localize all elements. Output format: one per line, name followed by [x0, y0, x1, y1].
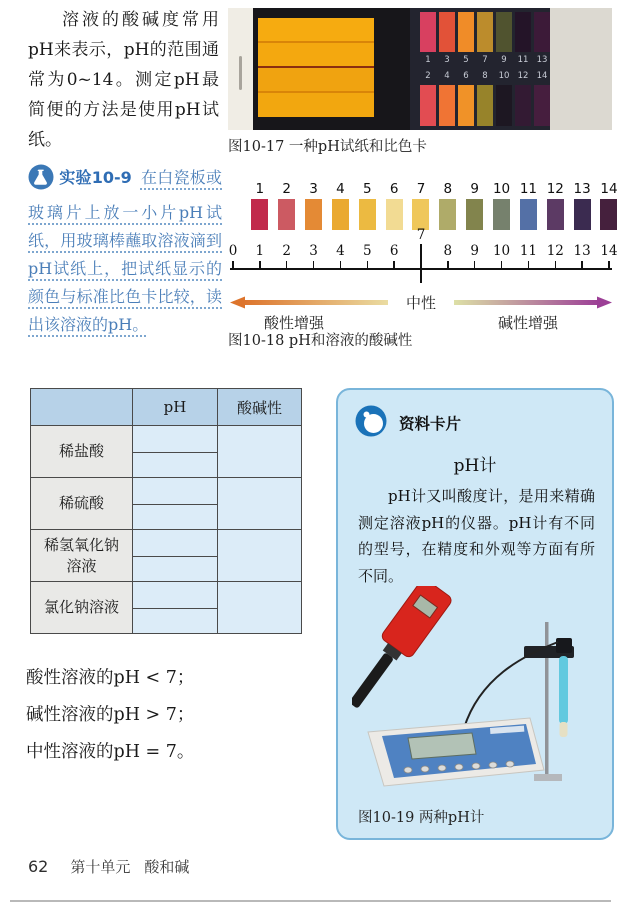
page-number: 62: [28, 857, 49, 876]
axis-tick-mark: [608, 261, 610, 269]
ph-scale-swatch: [251, 199, 268, 230]
ph-scale-diagram: [228, 181, 618, 333]
base-direction-label: 碱性增强: [498, 314, 559, 332]
color-card-column: [420, 8, 436, 130]
ph-meters-illustration: [352, 586, 600, 800]
ph-scale-number: 10: [492, 181, 511, 197]
axis-tick-mark: [367, 261, 369, 269]
color-swatch: [420, 12, 436, 52]
axis-tick-label: 12: [546, 243, 564, 259]
axis-tick-label: 11: [519, 243, 538, 259]
acid-direction-label: 酸性增强: [264, 314, 325, 332]
table-cell-acidity: [217, 426, 301, 477]
ph-scale-number: 6: [389, 181, 399, 197]
table-cell-ph-1: [132, 530, 217, 556]
table-cell-ph-2: [132, 608, 217, 634]
axis-tick-mark: [259, 261, 261, 269]
ph-scale-item: [434, 181, 462, 230]
axis-tick-mark: [474, 261, 476, 269]
color-card-column: [534, 8, 550, 130]
axis-tick-label: 8: [443, 243, 453, 259]
axis-tick-label: 1: [255, 243, 265, 259]
color-swatch: [534, 85, 550, 126]
ph-number: 14: [536, 71, 548, 81]
experiment-label: 实验10-9: [59, 168, 132, 187]
ph-scale-swatch: [305, 199, 322, 230]
intro-paragraph: 溶液的酸碱度常用pH来表示，pH的范围通常为0~14。测定pH最简便的方法是使用pH试纸。: [28, 10, 219, 150]
color-swatch: [515, 85, 531, 126]
experiment-body: 在白瓷板或玻璃片上放一小片pH试纸，用玻璃棒蘸取溶液滴到pH试纸上，把试纸显示的颜色与标准比色卡比较，读出该溶液的pH。: [28, 168, 222, 334]
ph-scale-item: [568, 181, 596, 230]
axis-tick-label: 2: [282, 243, 291, 259]
color-swatch: [534, 12, 550, 52]
axis-tick-label: 5: [362, 243, 372, 259]
color-swatch: [496, 12, 512, 52]
header-blank: [31, 389, 132, 425]
ph-scale-number: 3: [309, 181, 318, 197]
test-paper-booklet-spine: [228, 8, 253, 130]
color-card-column: [458, 8, 474, 130]
ph-scale-number: 8: [443, 181, 453, 197]
color-swatch: [458, 85, 474, 126]
ph-number: 9: [501, 55, 507, 65]
ph-scale-swatch: [574, 199, 591, 230]
ph-scale-swatch: [412, 199, 429, 230]
table-row: [31, 529, 301, 581]
ph-scale-item: [514, 181, 542, 230]
axis-tick-mark: [286, 261, 288, 269]
ph-scale-swatch: [466, 199, 483, 230]
ph-scale-swatch: [359, 199, 376, 230]
table-row-label: 稀氢氧化钠溶液: [31, 530, 132, 581]
ph-number: 8: [482, 71, 488, 81]
ph-scale-item: [407, 181, 435, 230]
ph-table-body: [31, 425, 301, 633]
color-card: [410, 8, 550, 130]
table-cell-ph-1: [132, 478, 217, 504]
header-ph: pH: [132, 389, 217, 425]
ph-number: 10: [498, 71, 510, 81]
ph-scale-item: [488, 181, 516, 230]
color-swatch: [420, 85, 436, 126]
color-swatch: [496, 85, 512, 126]
ph-number: 2: [425, 71, 431, 81]
table-cell-acidity: [217, 582, 301, 633]
ph-number: 12: [517, 71, 529, 81]
ph-scale-swatch: [278, 199, 295, 230]
table-cell-ph-1: [132, 582, 217, 608]
info-card-subject: pH计: [453, 456, 497, 476]
table-row: [31, 581, 301, 633]
axis-tick-mark: [501, 261, 503, 269]
handheld-ph-meter: [352, 586, 453, 716]
flask-icon: [28, 164, 54, 199]
benchtop-ph-meter: [368, 718, 544, 786]
ph-scale-swatch: [520, 199, 537, 230]
acid-arrow: [230, 296, 388, 309]
ph-scale-item: [326, 181, 354, 230]
info-card-header: [353, 403, 461, 443]
ph-scale-swatch: [332, 199, 349, 230]
ph-scale-item: [541, 181, 569, 230]
table-row-label: 稀盐酸: [31, 426, 132, 477]
table-row: [31, 477, 301, 529]
axis-tick-label: 14: [600, 243, 618, 259]
info-card-title: 资料卡片: [399, 415, 462, 433]
ph-scale-item: [461, 181, 489, 230]
photo-background-right: [550, 8, 612, 130]
color-swatch: [439, 85, 455, 126]
conclusion-acid: 酸性溶液的pH < 7；: [26, 668, 195, 688]
ph-scale-number: 1: [255, 181, 265, 197]
color-swatch: [439, 12, 455, 52]
color-swatch: [477, 12, 493, 52]
table-cell-ph-2: [132, 504, 217, 530]
ph-scale-number: 5: [362, 181, 372, 197]
ph-scale-number: 2: [282, 181, 291, 197]
neutral-label: 中性: [405, 294, 436, 312]
ph-number: 6: [463, 71, 469, 81]
conclusions: [26, 660, 194, 771]
header-acidity: 酸碱性: [217, 389, 301, 425]
table-cell-ph-1: [132, 426, 217, 452]
info-card: [336, 388, 614, 840]
axis-tick-mark: [393, 261, 395, 269]
ph-scale-swatch: [600, 199, 617, 230]
figure-10-17-photo: [228, 8, 612, 130]
axis-tick-mark: [528, 261, 530, 269]
ph-scale-item: [595, 181, 621, 230]
color-swatch: [458, 12, 474, 52]
axis-tick-mark: [555, 261, 557, 269]
ph-scale-item: [246, 181, 274, 230]
axis-tick-label: 9: [470, 243, 479, 259]
ph-table: [30, 388, 302, 634]
table-cell-acidity: [217, 478, 301, 529]
axis-tick-label: 3: [309, 243, 318, 259]
axis-tick-mark: [313, 261, 315, 269]
ph-scale-swatch: [439, 199, 456, 230]
data-card-icon: [353, 403, 389, 443]
ph-scale-number: 11: [519, 181, 538, 197]
conclusion-neutral: 中性溶液的pH = 7。: [26, 742, 195, 762]
color-card-column: [477, 8, 493, 130]
page-footer: [28, 856, 203, 877]
ph-scale-number: 13: [573, 181, 591, 197]
color-card-column: [515, 8, 531, 130]
table-cell-ph-2: [132, 556, 217, 582]
axis-tick-mark: [420, 244, 422, 283]
table-cell-acidity: [217, 530, 301, 581]
base-arrow: [454, 296, 612, 309]
axis-tick-mark: [581, 261, 583, 269]
unit-label: 第十单元: [70, 858, 131, 876]
ph-scale-item: [353, 181, 381, 230]
ph-scale-swatch: [386, 199, 403, 230]
axis-tick-mark: [340, 261, 342, 269]
ph-scale-item: [273, 181, 301, 230]
table-header-row: [31, 389, 301, 425]
ph-scale-number: 4: [336, 181, 345, 197]
axis-tick-label: 6: [389, 243, 399, 259]
axis-tick-label: 4: [336, 243, 345, 259]
experiment-box: [28, 164, 222, 339]
color-card-column: [439, 8, 455, 130]
ph-scale-item: [380, 181, 408, 230]
axis-tick-mark: [232, 261, 234, 269]
ph-scale-number: 9: [470, 181, 479, 197]
ph-scale-swatch: [493, 199, 510, 230]
axis-tick-label: 7: [416, 227, 426, 243]
ph-test-strips: [258, 18, 374, 117]
ph-scale-number: 12: [546, 181, 564, 197]
ph-number: 3: [444, 55, 450, 65]
ph-scale-number: 7: [416, 181, 426, 197]
table-cell-ph-2: [132, 452, 217, 478]
table-row-label: 氯化钠溶液: [31, 582, 132, 633]
ph-scale-number: 14: [600, 181, 618, 197]
spine-slot: [239, 56, 242, 90]
ph-scale-item: [300, 181, 328, 230]
axis-tick-mark: [447, 261, 449, 269]
ph-number: 7: [482, 55, 488, 65]
ph-number: 1: [425, 55, 431, 65]
info-card-body: pH计又叫酸度计，是用来精确测定溶液pH的仪器。pH计有不同的型号，在精度和外观等方面有所不同。: [358, 487, 595, 585]
color-swatch: [477, 85, 493, 126]
table-row-label: 稀硫酸: [31, 478, 132, 529]
axis-tick-label: 10: [492, 243, 511, 259]
ph-number: 4: [444, 71, 450, 81]
color-swatch: [515, 12, 531, 52]
figure-10-19-caption: 图10-19 两种pH计: [358, 810, 485, 826]
unit-title: 酸和碱: [144, 858, 190, 876]
axis-tick-label: 0: [228, 243, 238, 259]
table-row: [31, 425, 301, 477]
ph-number: 11: [517, 55, 529, 65]
conclusion-base: 碱性溶液的pH > 7；: [26, 705, 195, 725]
ph-number: 13: [536, 55, 548, 65]
figure-10-17-caption: 图10-17 一种pH试纸和比色卡: [228, 139, 427, 155]
color-card-column: [496, 8, 512, 130]
ph-scale-swatch: [547, 199, 564, 230]
ph-number: 5: [463, 55, 469, 65]
axis-tick-label: 13: [573, 243, 591, 259]
figure-10-18-caption: 图10-18 pH和溶液的酸碱性: [228, 333, 413, 349]
